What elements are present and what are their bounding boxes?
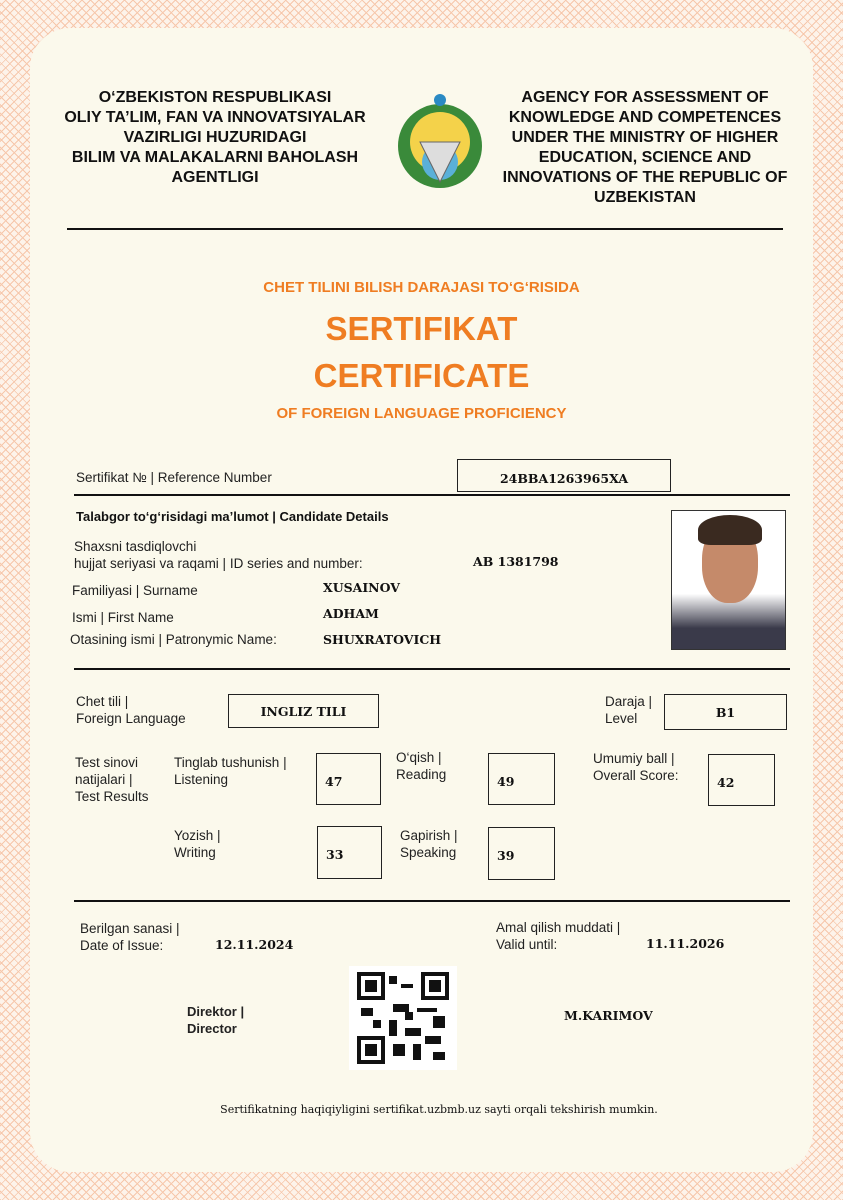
header-line: AGENCY FOR ASSESSMENT OF	[521, 89, 769, 106]
label-line: Test sinovi	[75, 755, 139, 770]
speaking-score: 39	[488, 827, 555, 880]
reference-number: 24BBA1263965XA	[457, 459, 671, 492]
header-right	[495, 88, 795, 208]
overall-label	[593, 750, 679, 784]
header-line: EDUCATION, SCIENCE AND	[538, 149, 752, 166]
label-line: Yozish |	[174, 828, 221, 843]
header-line: OLIY TA’LIM, FAN VA INNOVATSIYALAR	[64, 109, 366, 126]
label-line: Umumiy ball |	[593, 751, 675, 766]
header-line: UZBEKISTAN	[594, 189, 696, 206]
writing-score: 33	[317, 826, 382, 879]
header-left	[50, 88, 380, 188]
title-sub-bottom: OF FOREIGN LANGUAGE PROFICIENCY	[276, 405, 567, 422]
header-line: KNOWLEDGE AND COMPETENCES	[508, 109, 782, 126]
level-value: B1	[664, 694, 787, 730]
label-line: Overall Score:	[593, 768, 679, 783]
label-line: O‘qish |	[396, 750, 442, 765]
issue-date: 12.11.2024	[215, 937, 294, 952]
title-uz: SERTIFIKAT	[325, 310, 518, 347]
listening-score: 47	[316, 753, 381, 805]
label-line: Speaking	[400, 845, 457, 860]
patronymic-label: Otasining ismi | Patronymic Name:	[70, 632, 277, 647]
speaking-label	[400, 827, 458, 861]
results-label	[75, 754, 149, 805]
label-line: Berilgan sanasi |	[80, 921, 180, 936]
patronymic-value: SHUXRATOVICH	[323, 632, 442, 647]
title-en: CERTIFICATE	[313, 357, 530, 394]
header-line: VAZIRLIGI HUZURIDAGI	[123, 129, 307, 146]
id-label-line: hujjat seriyasi va raqami | ID series and number:	[74, 556, 363, 571]
director-label	[187, 1003, 244, 1037]
header-line: O‘ZBEKISTON RESPUBLIKASI	[98, 89, 332, 106]
label-line: Foreign Language	[76, 711, 186, 726]
qr-code[interactable]	[349, 966, 457, 1070]
header-line: AGENTLIGI	[171, 169, 259, 186]
valid-label	[496, 919, 620, 953]
divider	[74, 494, 790, 496]
surname-label: Familiyasi | Surname	[72, 583, 198, 598]
verification-note: Sertifikatning haqiqiyligini sertifikat.uzbmb.uz sayti orqali tekshirish mumkin.	[220, 1103, 658, 1116]
label-line: Direktor |	[187, 1004, 245, 1019]
divider	[74, 900, 790, 902]
label-line: Test Results	[75, 789, 149, 804]
first-name-label: Ismi | First Name	[72, 610, 174, 625]
issue-label	[80, 920, 180, 954]
writing-label	[174, 827, 221, 861]
divider	[74, 668, 790, 670]
label-line: Daraja |	[605, 694, 653, 709]
candidate-heading: Talabgor to‘g‘risidagi ma’lumot | Candidate Details	[76, 509, 389, 524]
label-line: Director	[187, 1021, 237, 1036]
label-line: natijalari |	[75, 772, 133, 787]
language-value: INGLIZ TILI	[228, 694, 379, 728]
header-line: INNOVATIONS OF THE REPUBLIC OF	[502, 169, 788, 186]
valid-date: 11.11.2026	[646, 936, 725, 951]
header-line: UNDER THE MINISTRY OF HIGHER	[511, 129, 779, 146]
label-line: Date of Issue:	[80, 938, 164, 953]
level-label	[605, 693, 652, 727]
header-line: BILIM VA MALAKALARNI BAHOLASH	[71, 149, 359, 166]
label-line: Level	[605, 711, 638, 726]
label-line: Chet tili |	[76, 694, 129, 709]
coat-of-arms-emblem	[390, 92, 490, 196]
label-line: Writing	[174, 845, 216, 860]
reading-label	[396, 749, 446, 783]
id-value: AB 1381798	[473, 554, 559, 569]
label-line: Valid until:	[496, 937, 558, 952]
id-label-line: Shaxsni tasdiqlovchi	[74, 539, 197, 554]
director-name: M.KARIMOV	[564, 1008, 653, 1023]
candidate-photo	[671, 510, 786, 650]
label-line: Tinglab tushunish |	[174, 755, 287, 770]
overall-score: 42	[708, 754, 775, 806]
label-line: Listening	[174, 772, 229, 787]
id-label	[74, 538, 363, 572]
label-line: Reading	[396, 767, 447, 782]
reading-score: 49	[488, 753, 555, 805]
first-name-value: ADHAM	[323, 606, 379, 621]
label-line: Amal qilish muddati |	[496, 920, 621, 935]
label-line: Gapirish |	[400, 828, 458, 843]
reference-label: Sertifikat № | Reference Number	[76, 470, 272, 485]
listening-label	[174, 754, 287, 788]
language-label	[76, 693, 186, 727]
surname-value: XUSAINOV	[323, 580, 400, 595]
divider	[67, 228, 783, 230]
title-subtitle: CHET TILINI BILISH DARAJASI TO‘G‘RISIDA	[263, 279, 580, 296]
